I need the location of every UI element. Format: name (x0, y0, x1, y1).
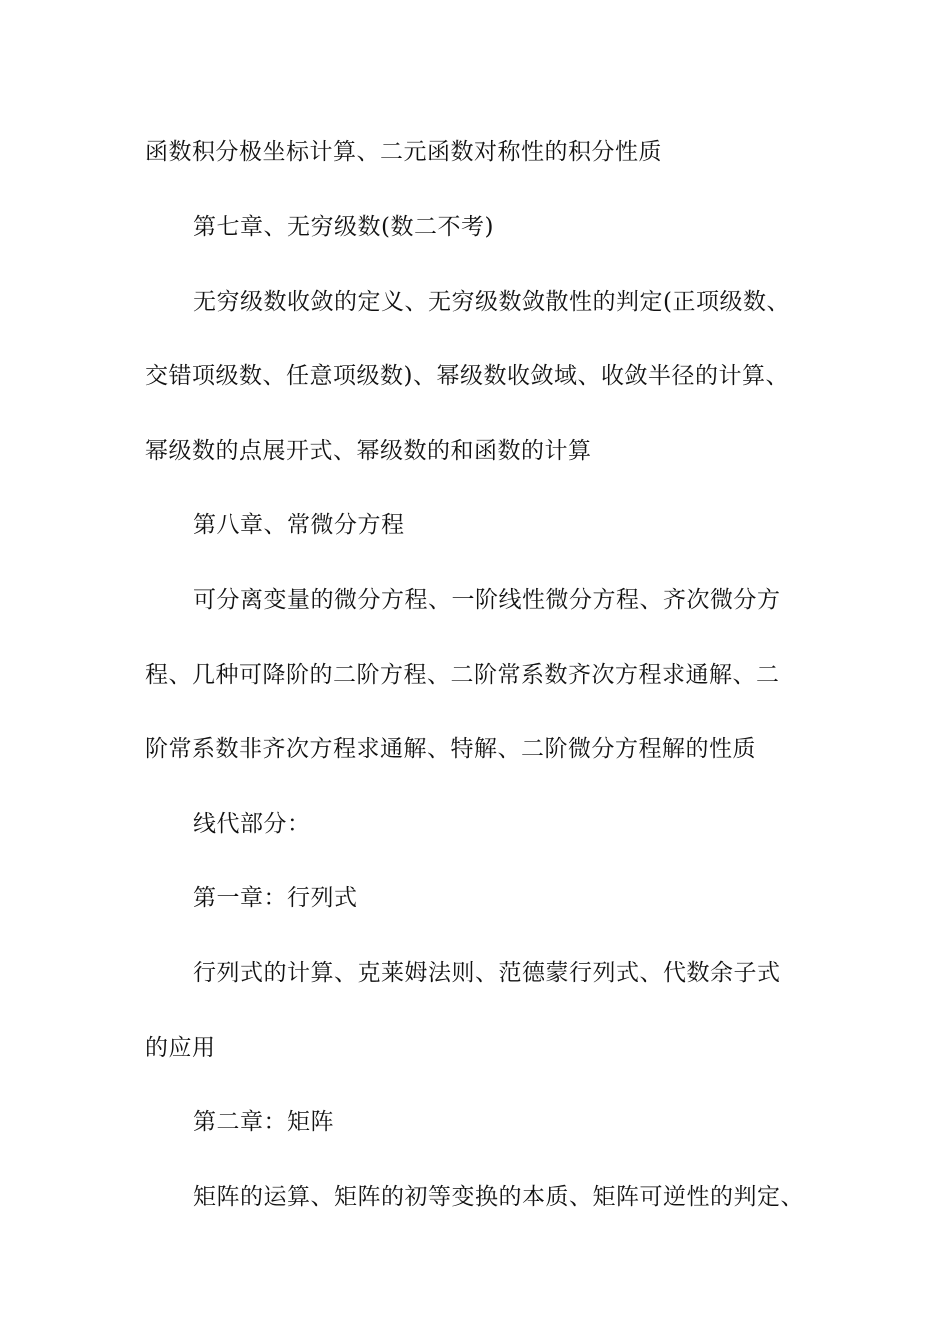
text-line-3: 无穷级数收敛的定义、无穷级数敛散性的判定(正项级数、 (193, 289, 790, 315)
chapter-1-heading: 第一章：行列式 (193, 885, 358, 911)
text-line-8: 程、几种可降阶的二阶方程、二阶常系数齐次方程求通解、二 (145, 662, 780, 688)
text-line-9: 阶常系数非齐次方程求通解、特解、二阶微分方程解的性质 (145, 736, 756, 762)
text-line-13: 的应用 (145, 1035, 216, 1061)
text-line-7: 可分离变量的微分方程、一阶线性微分方程、齐次微分方 (193, 587, 781, 613)
text-line-4: 交错项级数、任意项级数)、幂级数收敛域、收敛半径的计算、 (145, 363, 789, 389)
text-line-5: 幂级数的点展开式、幂级数的和函数的计算 (145, 438, 592, 464)
text-line-1: 函数积分极坐标计算、二元函数对称性的积分性质 (145, 139, 662, 165)
linear-algebra-heading: 线代部分： (193, 811, 311, 837)
text-line-15: 矩阵的运算、矩阵的初等变换的本质、矩阵可逆性的判定、 (193, 1184, 804, 1210)
text-line-12: 行列式的计算、克莱姆法则、范德蒙行列式、代数余子式 (193, 960, 781, 986)
chapter-2-heading: 第二章：矩阵 (193, 1109, 334, 1135)
chapter-8-heading: 第八章、常微分方程 (193, 512, 405, 538)
chapter-7-heading: 第七章、无穷级数(数二不考) (193, 214, 494, 240)
